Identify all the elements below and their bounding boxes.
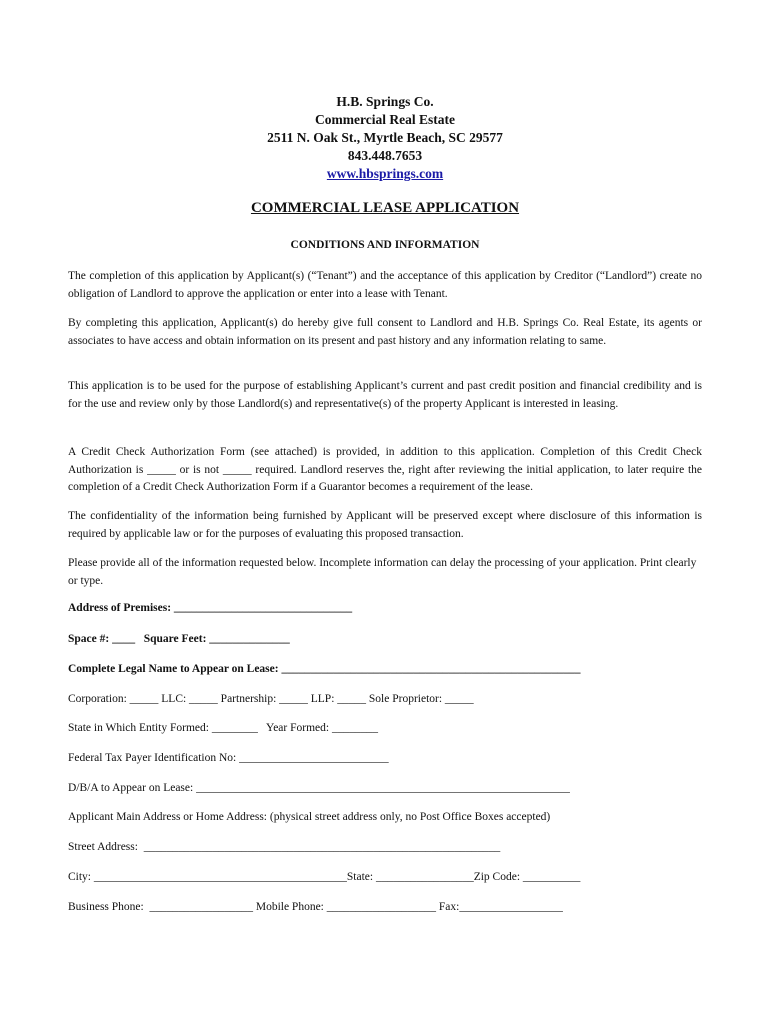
phones-field[interactable]: Business Phone: __________________ Mobile Phone: ___________________ Fax:__________________ [68, 901, 563, 913]
entity-type-field[interactable]: Corporation: _____ LLC: _____ Partnership: _____ LLP: _____ Sole Proprietor: _____ [68, 693, 474, 705]
company-phone: 843.448.7653 [347, 148, 423, 163]
paragraph-instructions: Please provide all of the information requested below. Incomplete information can delay the processing of your application. Print clearly or type. [68, 557, 697, 587]
state-year-formed-field[interactable]: State in Which Entity Formed: ________ Year Formed: ________ [68, 722, 378, 734]
company-name: H.B. Springs Co. [336, 94, 434, 109]
paragraph-purpose: This application is to be used for the purpose of establishing Applicant’s current and past credit position and financial credibility and is for the use and review only by those Landlord(s) and representative(s) of the property Applicant is interested in leasing. [68, 380, 702, 410]
document-title: COMMERCIAL LEASE APPLICATION [250, 200, 520, 216]
tax-id-field[interactable]: Federal Tax Payer Identification No: __________________________ [68, 752, 389, 764]
main-address-note: Applicant Main Address or Home Address: (physical street address only, no Post Office Boxes accepted) [68, 811, 551, 823]
address-of-premises-field[interactable]: Address of Premises: _______________________________ [68, 602, 353, 614]
paragraph-consent: By completing this application, Applicant(s) do hereby give full consent to Landlord and H.B. Springs Co. Real Estate, its agents or associates to have access and obtain information on its present and past history and any information relating to same. [68, 317, 702, 347]
paragraph-confidentiality: The confidentiality of the information being furnished by Applicant will be preserved except where disclosure of this information is required by applicable law or for the purposes of evaluating this proposed transaction. [68, 510, 702, 540]
paragraph-credit-check: A Credit Check Authorization Form (see attached) is provided, in addition to this application. Completion of this Credit Check Authorization is _____ or is not _____ required. Landlord reserves the, right after reviewing the initial application, to later require the completion of a Credit Check Authorization Form if a Guarantor becomes a requirement of the lease. [68, 446, 702, 493]
company-division: Commercial Real Estate [315, 112, 455, 127]
legal-name-field[interactable]: Complete Legal Name to Appear on Lease: ____________________________________________________ [68, 663, 581, 675]
paragraph-obligation: The completion of this application by Applicant(s) (“Tenant”) and the acceptance of this application by Creditor (“Landlord”) create no obligation of Landlord to approve the application or enter into a lease with Tenant. [68, 270, 702, 300]
company-website-link[interactable]: www.hbsprings.com [326, 166, 444, 181]
company-address: 2511 N. Oak St., Myrtle Beach, SC 29577 [267, 130, 503, 145]
section-title: CONDITIONS AND INFORMATION [290, 239, 480, 251]
street-address-field[interactable]: Street Address: ______________________________________________________________ [68, 841, 501, 853]
dba-field[interactable]: D/B/A to Appear on Lease: _________________________________________________________________ [68, 782, 570, 794]
city-state-zip-field[interactable]: City: ____________________________________________State: _________________Zip Code: __________ [68, 871, 581, 883]
space-square-feet-field[interactable]: Space #: ____ Square Feet: ______________ [68, 633, 290, 645]
letterhead [0, 93, 770, 183]
